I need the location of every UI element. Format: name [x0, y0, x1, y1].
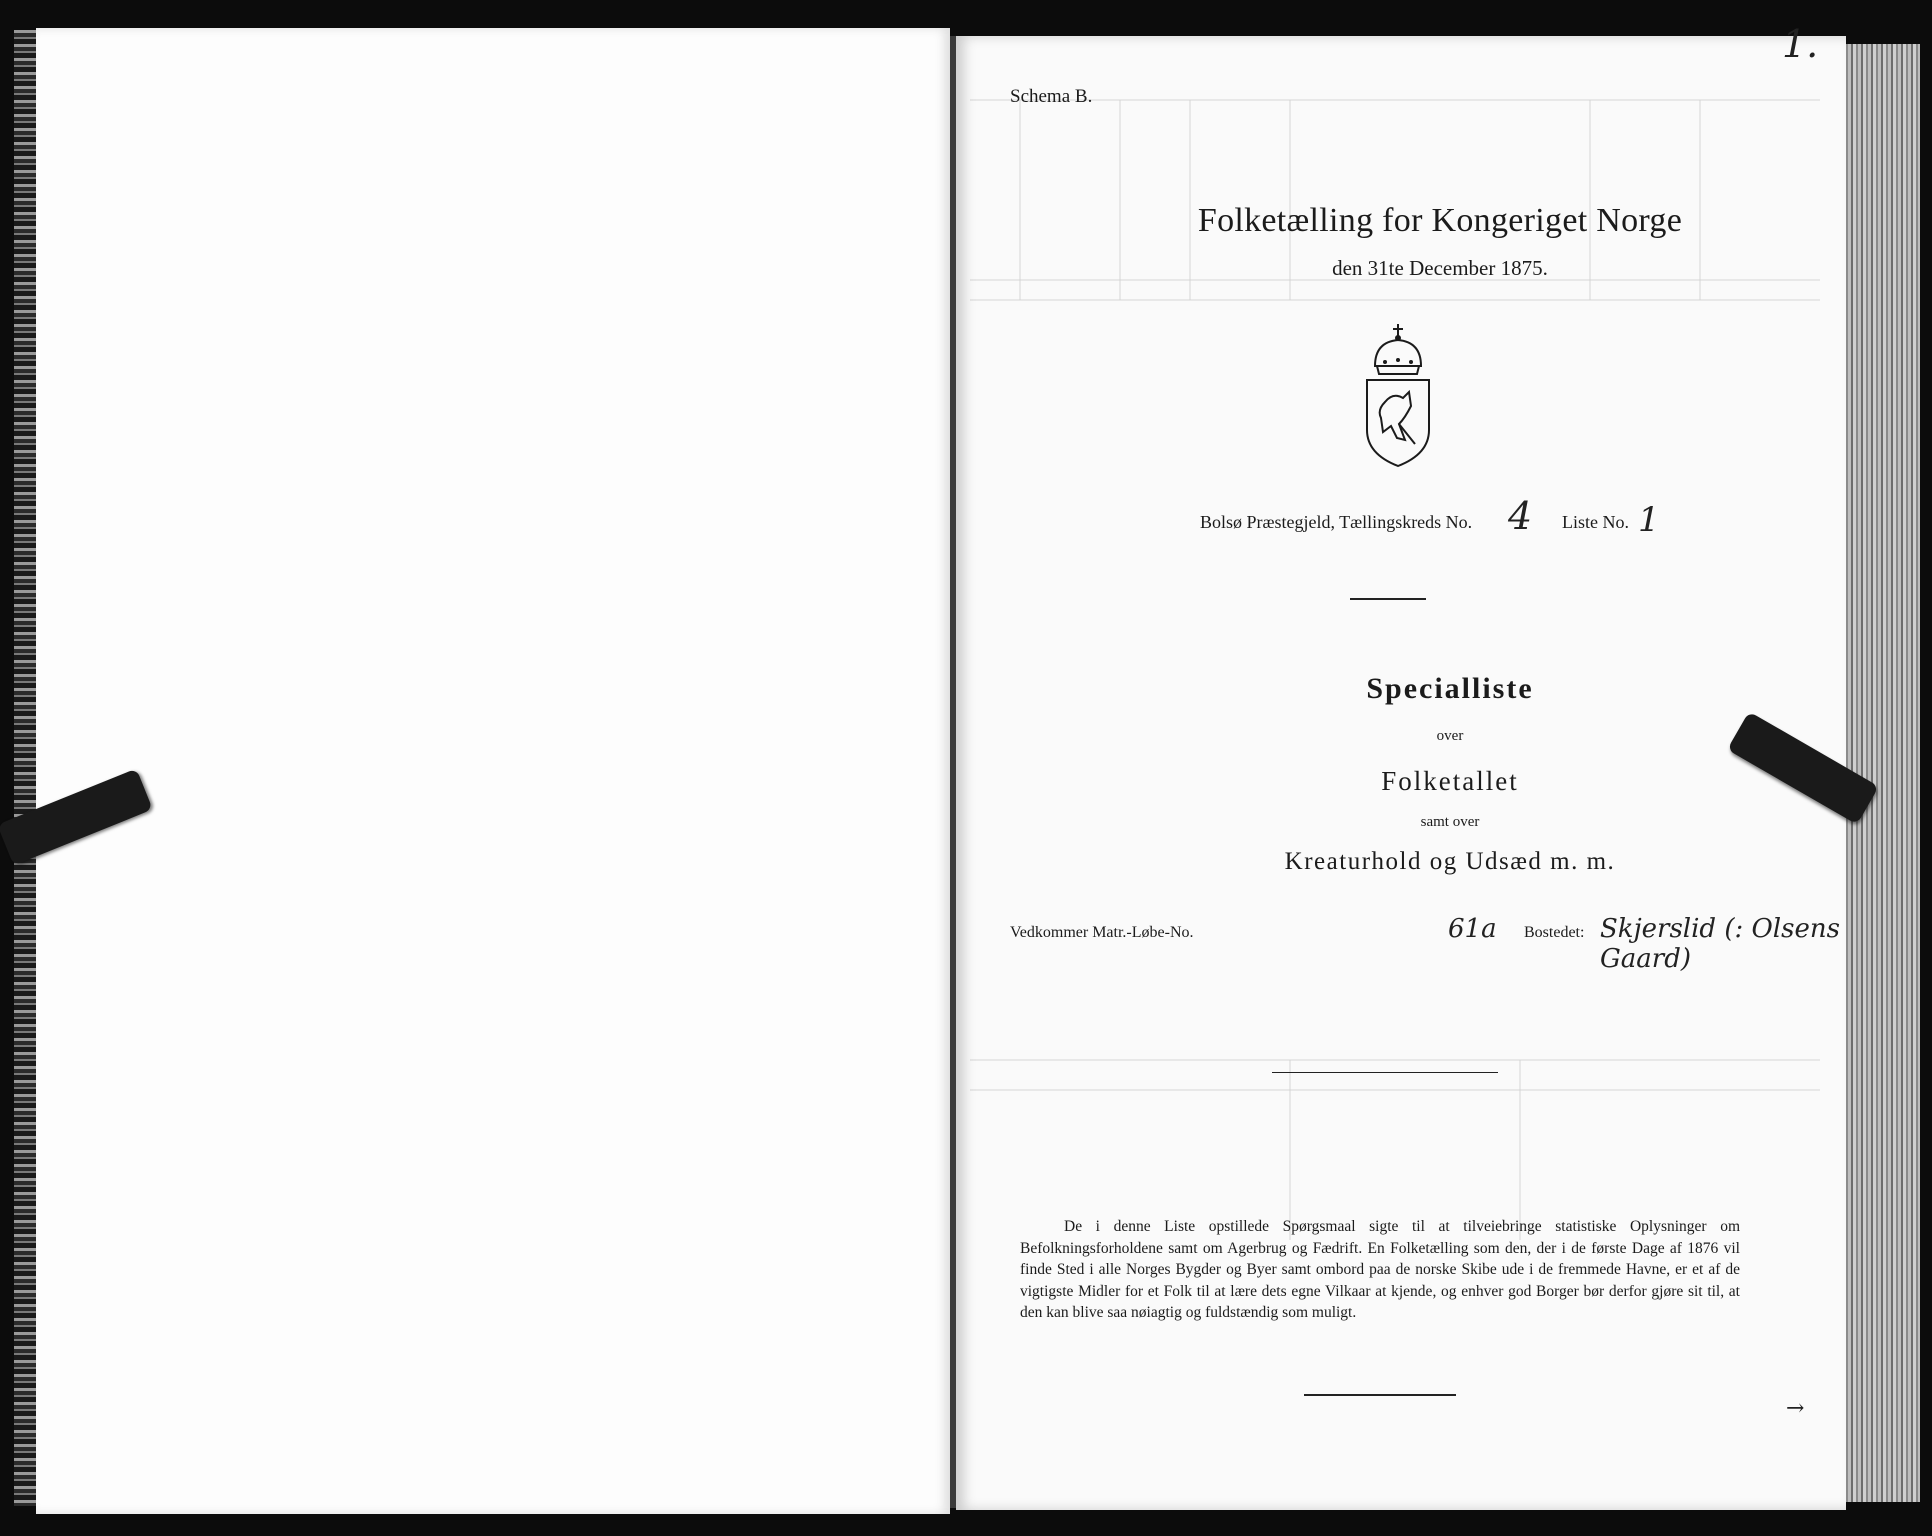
norwegian-coat-of-arms-icon [1353, 322, 1443, 470]
census-date: den 31te December 1875. [1332, 256, 1548, 280]
bosted-label: Bostedet: [1524, 924, 1585, 941]
parish-district-label: Bolsø Præstegjeld, Tællingskreds No. [1200, 512, 1473, 532]
over-text: over [1436, 728, 1464, 744]
kreaturhold-text: Kreaturhold og Udsæd m. m. [1284, 848, 1616, 875]
bosted-value: Skjerslid (: Olsens Gaard) [1600, 914, 1840, 974]
notice-paragraph: De i denne Liste opstillede Spørgsmaal sigte til at tilveiebringe statistiske Oplysninger om Befolkningsforholdene samt om Agerbrug og Fædrift. En Folketælling som den, der i de første Dage af 1876 vil finde Sted i alle Norges Bygder og Byer samt ombord paa de norske Skibe ude i de fremmede Havne, er et af de vigtigste Midler for et Folk til at lære dets egne Vilkaar at kjende, og enhver god Borger bør derfor gjøre sit til, at den kan blive saa nøiagtig og fuldstændig som muligt. [1020, 1218, 1740, 1322]
divider-rule [1304, 1394, 1456, 1396]
kreds-number-value: 4 [1508, 494, 1533, 538]
folketallet-text: Folketallet [1381, 766, 1519, 796]
samt-over-text: samt over [1420, 814, 1480, 830]
matr-label: Vedkommer Matr.-Løbe-No. [1010, 924, 1194, 941]
schema-label: Schema B. [1010, 86, 1093, 107]
divider-rule [1350, 598, 1426, 600]
liste-label: Liste No. [1562, 512, 1629, 532]
left-page-blank [36, 28, 950, 1514]
page-number: 1. [1782, 22, 1819, 66]
divider-rule [1272, 1072, 1498, 1073]
specialliste-title: Specialliste [1366, 672, 1534, 705]
liste-number-value: 1 [1638, 500, 1660, 540]
matr-value: 61a [1448, 914, 1497, 944]
corner-mark: → [1786, 1396, 1805, 1421]
left-page-edge [14, 30, 38, 1506]
document-title: Folketælling for Kongeriget Norge [1197, 202, 1683, 239]
